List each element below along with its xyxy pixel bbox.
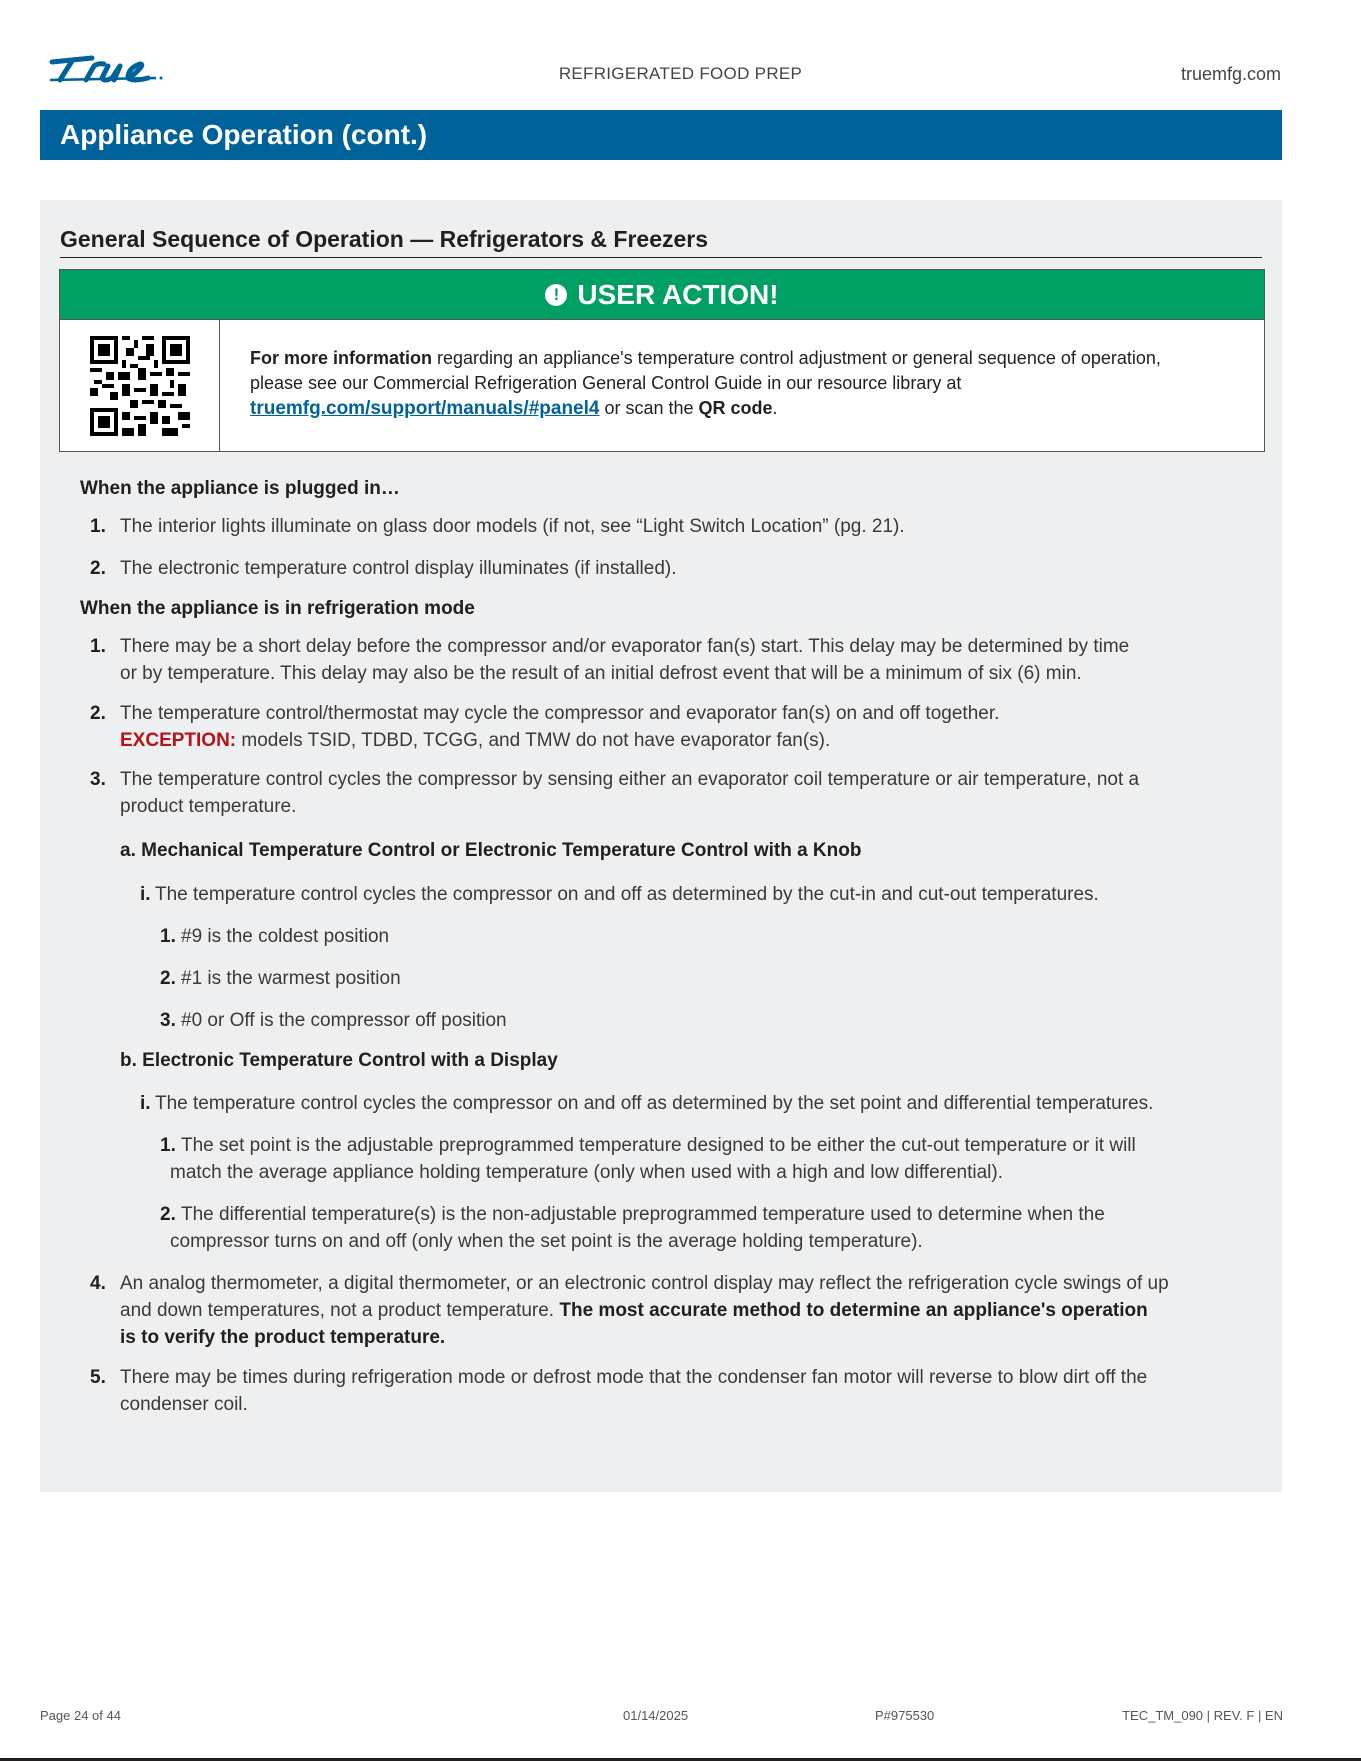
list-text: The temperature control cycles the compressor on and off as determined by the set point and differential temperatures. — [155, 1093, 1154, 1114]
list-text: There may be times during refrigeration mode or defrost mode that the condenser fan motor will reverse to blow dirt off the — [120, 1367, 1148, 1388]
list-text: #9 is the coldest position — [181, 926, 390, 947]
list-text: #0 or Off is the compressor off position — [181, 1010, 507, 1031]
list-text: models TSID, TDBD, TCGG, and TMW do not have evaporator fan(s). — [236, 730, 831, 751]
document-revision: TEC_TM_090 | REV. F | EN — [1122, 1708, 1283, 1723]
list-text: The differential temperature(s) is the non-adjustable preprogrammed temperature used to determine when the — [181, 1204, 1105, 1225]
list-number: 2. — [160, 1204, 176, 1225]
manuals-link[interactable]: truemfg.com/support/manuals/#panel4 — [250, 398, 600, 419]
document-category: REFRIGERATED FOOD PREP — [558, 64, 803, 83]
list-text: The temperature control cycles the compressor by sensing either an evaporator coil temperature or air temperature, not a — [120, 769, 1140, 790]
list-text: The temperature control/thermostat may cycle the compressor and evaporator fan(s) on and off together. — [120, 703, 1000, 724]
list-text: condenser coil. — [120, 1394, 248, 1415]
user-action-text-3: or scan the — [599, 398, 699, 418]
list-text: The interior lights illuminate on glass door models (if not, see “Light Switch Location” (pg. 21). — [120, 516, 905, 537]
sub-heading-a: a. Mechanical Temperature Control or Electronic Temperature Control with a Knob — [120, 840, 862, 861]
exception-label: EXCEPTION: — [120, 730, 237, 751]
list-text: The set point is the adjustable preprogrammed temperature designed to be either the cut-out temperature or it will — [181, 1135, 1136, 1156]
qr-code-cell — [60, 320, 220, 451]
list-text: #1 is the warmest position — [181, 968, 401, 989]
list-text: The electronic temperature control display illuminates (if installed). — [120, 558, 677, 579]
user-action-text-4: . — [772, 398, 778, 418]
list-text: The temperature control cycles the compressor on and off as determined by the cut-in and cut-out temperatures. — [155, 884, 1099, 905]
list-number: 1. — [160, 926, 176, 947]
list-text: product temperature. — [120, 796, 297, 817]
user-action-heading: USER ACTION! — [577, 278, 779, 310]
emphasis-text: The most accurate method to determine an appliance's operation — [559, 1300, 1148, 1321]
list-text: There may be a short delay before the compressor and/or evaporator fan(s) start. This delay may be determined by time — [120, 636, 1130, 657]
alert-icon: ! — [545, 284, 567, 306]
list-number: i. — [140, 884, 151, 905]
plugged-in-heading: When the appliance is plugged in… — [80, 478, 400, 499]
list-number: 3. — [90, 769, 106, 790]
list-number: 3. — [160, 1010, 176, 1031]
section-title: General Sequence of Operation — Refrigerators & Freezers — [60, 226, 1262, 258]
list-text: An analog thermometer, a digital thermometer, or an electronic control display may reflect the refrigeration cycle swings of up — [120, 1273, 1169, 1294]
sub-heading-b: b. Electronic Temperature Control with a Display — [120, 1050, 558, 1071]
user-action-text — [250, 346, 1240, 421]
refrigeration-heading: When the appliance is in refrigeration mode — [80, 598, 475, 619]
content-panel — [40, 200, 1282, 1492]
list-number: 1. — [160, 1135, 176, 1156]
list-number: 1. — [90, 636, 106, 657]
list-text: or by temperature. This delay may also be the result of an initial defrost event that will be a minimum of six (6) min. — [120, 663, 1082, 684]
page-title-bar — [40, 110, 1282, 160]
user-action-header — [60, 270, 1264, 320]
footer-date: 01/14/2025 — [623, 1708, 689, 1723]
user-action-text-1: regarding an appliance's temperature control adjustment or general sequence of operation, — [432, 348, 1161, 368]
website-link[interactable]: truemfg.com — [1180, 64, 1281, 84]
list-text: and down temperatures, not a product temperature. — [120, 1300, 560, 1321]
qr-code-icon[interactable] — [90, 336, 190, 436]
user-action-lead: For more information — [250, 348, 433, 368]
list-number: 2. — [90, 558, 106, 579]
list-number: 2. — [160, 968, 176, 989]
list-number: 5. — [90, 1367, 106, 1388]
list-text: match the average appliance holding temperature (only when used with a high and low differential). — [170, 1162, 1003, 1183]
qr-code-label: QR code — [698, 398, 773, 418]
list-text: compressor turns on and off (only when the set point is the average holding temperature). — [170, 1231, 923, 1252]
page-number: Page 24 of 44 — [40, 1708, 121, 1723]
page-title: Appliance Operation (cont.) — [60, 119, 428, 150]
list-number: 1. — [90, 516, 106, 537]
list-number: 2. — [90, 703, 106, 724]
part-number: P#975530 — [875, 1708, 935, 1723]
list-number: 4. — [90, 1273, 106, 1294]
user-action-text-2: please see our Commercial Refrigeration General Control Guide in our resource library at — [250, 373, 962, 393]
list-number: i. — [140, 1093, 151, 1114]
emphasis-text: is to verify the product temperature. — [120, 1327, 446, 1348]
user-action-box — [59, 269, 1265, 452]
